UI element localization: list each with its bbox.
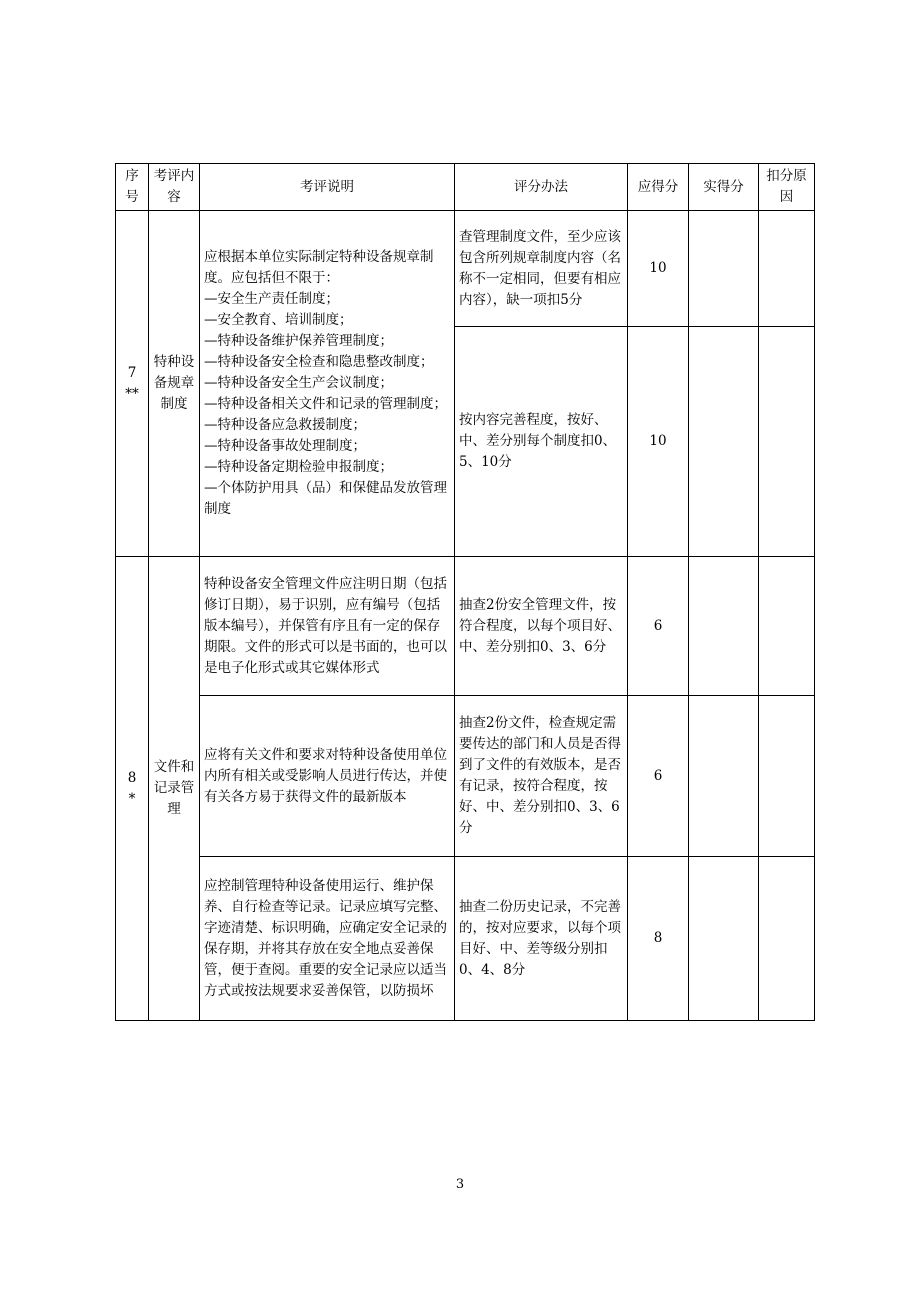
section-7-actual-1 xyxy=(689,211,759,327)
section-8-actual-3 xyxy=(689,857,759,1021)
section-8-score-3: 8 xyxy=(628,857,689,1021)
header-no: 序号 xyxy=(116,164,149,211)
section-8-content: 文件和记录管理 xyxy=(149,557,200,1021)
section-7-method-1: 查管理制度文件，至少应该包含所列规章制度内容（名称不一定相同，但要有相应内容），缺一项扣5分 xyxy=(455,211,628,327)
section-7-desc: 应根据本单位实际制定特种设备规章制度。应包括但不限于： —安全生产责任制度； —安全教育、培训制度； —特种设备维护保养管理制度； —特种设备安全检查和隐患整改制度； —特种设备安全生产会议制度； —特种设备相关文件和记录的管理制度； —特种设备应急救援制度； —特种设备事故处理制度； —特种设备定期检验申报制度； —个体防护用具（品）和保健品发放管理制度 xyxy=(200,211,455,557)
header-method: 评分办法 xyxy=(455,164,628,211)
section-7-no: 7 ** xyxy=(116,211,149,557)
header-content: 考评内容 xyxy=(149,164,200,211)
evaluation-table xyxy=(115,163,815,1021)
section-8-reason-2 xyxy=(759,696,815,857)
header-desc: 考评说明 xyxy=(200,164,455,211)
section-8-no: 8 * xyxy=(116,557,149,1021)
section-8-actual-1 xyxy=(689,557,759,696)
table-row xyxy=(116,857,815,1021)
section-8-score-2: 6 xyxy=(628,696,689,857)
section-8-desc-2: 应将有关文件和要求对特种设备使用单位内所有相关或受影响人员进行传达，并使有关各方易于获得文件的最新版本 xyxy=(200,696,455,857)
section-8-reason-1 xyxy=(759,557,815,696)
section-7-method-2: 按内容完善程度，按好、中、差分别每个制度扣0、5、10分 xyxy=(455,327,628,557)
section-8-desc-1: 特种设备安全管理文件应注明日期（包括修订日期），易于识别，应有编号（包括版本编号），并保管有序且有一定的保存期限。文件的形式可以是书面的，也可以是电子化形式或其它媒体形式 xyxy=(200,557,455,696)
section-7-reason-2 xyxy=(759,327,815,557)
section-7-content: 特种设备规章制度 xyxy=(149,211,200,557)
section-7-score-1: 10 xyxy=(628,211,689,327)
section-8-method-1: 抽查2份安全管理文件，按符合程度，以每个项目好、中、差分别扣0、3、6分 xyxy=(455,557,628,696)
section-8-desc-3: 应控制管理特种设备使用运行、维护保养、自行检查等记录。记录应填写完整、字迹清楚、标识明确，应确定安全记录的保存期，并将其存放在安全地点妥善保管，便于查阅。重要的安全记录应以适当方式或按法规要求妥善保管，以防损坏 xyxy=(200,857,455,1021)
section-8-method-2: 抽查2份文件，检查规定需要传达的部门和人员是否得到了文件的有效版本，是否有记录，按符合程度，按好、中、差分别扣0、3、6分 xyxy=(455,696,628,857)
section-8-reason-3 xyxy=(759,857,815,1021)
table-row xyxy=(116,557,815,696)
table-row xyxy=(116,211,815,327)
header-due-score: 应得分 xyxy=(628,164,689,211)
section-7-actual-2 xyxy=(689,327,759,557)
section-8-method-3: 抽查二份历史记录，不完善的，按对应要求，以每个项目好、中、差等级分别扣0、4、8分 xyxy=(455,857,628,1021)
table-row xyxy=(116,696,815,857)
section-8-score-1: 6 xyxy=(628,557,689,696)
header-row xyxy=(116,164,815,211)
section-8-actual-2 xyxy=(689,696,759,857)
section-7-score-2: 10 xyxy=(628,327,689,557)
header-actual-score: 实得分 xyxy=(689,164,759,211)
page-number: 3 xyxy=(455,1177,465,1192)
section-7-reason-1 xyxy=(759,211,815,327)
header-deduction-reason: 扣分原因 xyxy=(759,164,815,211)
